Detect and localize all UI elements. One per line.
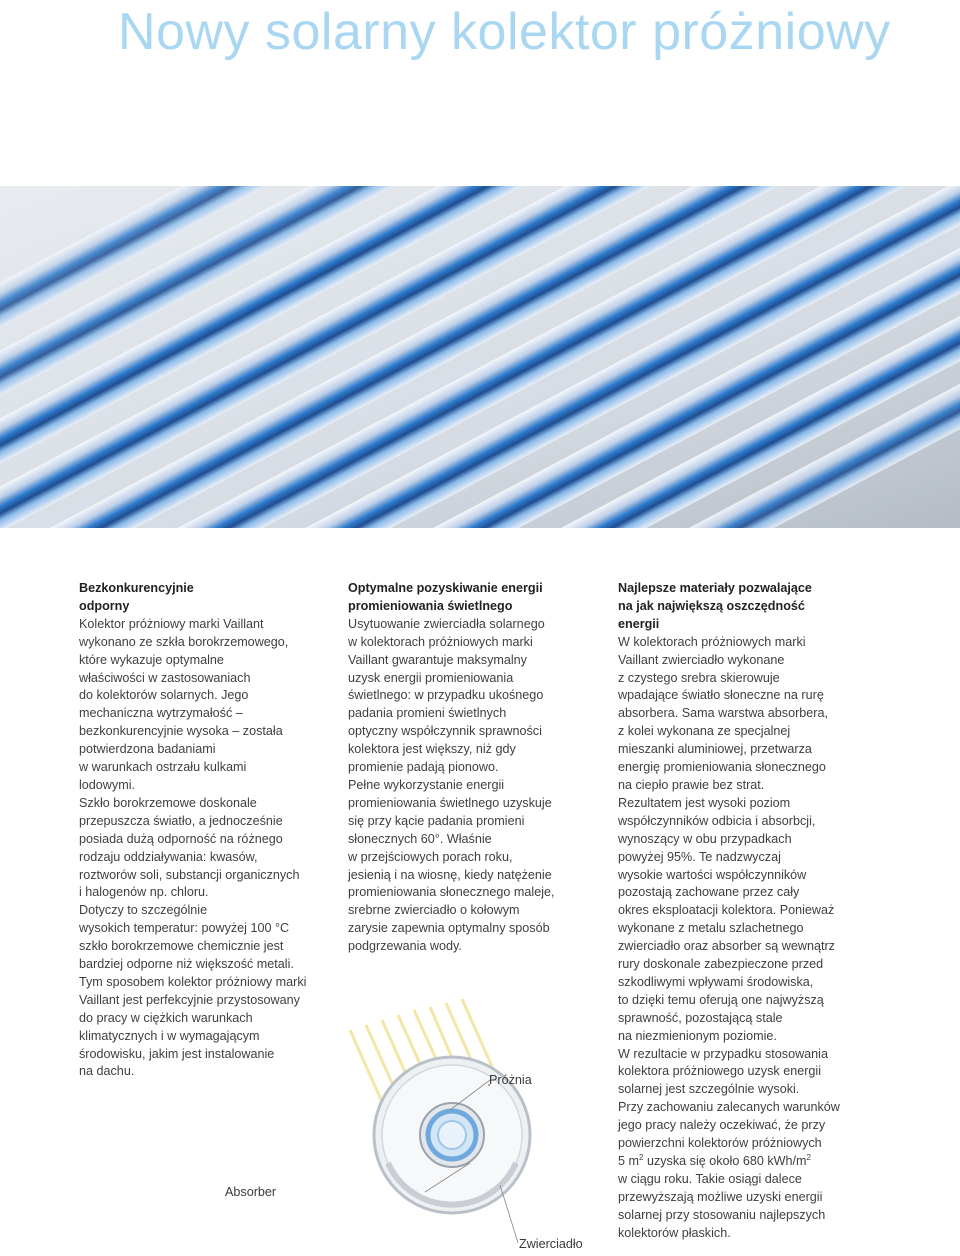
column-heading: Optymalne pozyskiwanie energii promieniowania świetlnego (348, 581, 543, 613)
column-energy-gain (348, 580, 600, 956)
column-body: Usytuowanie zwierciadła solarnego w kolektorach próżniowych marki Vaillant gwarantuje maksymalny uzysk energii promieniowania świetlnego: w przypadku ukośnego padania promieni świetlnych optyczny współczynnik sprawności kolektora jest większy, niż gdy promienie padają pionowo. Pełne wykorzystanie energii promieniowania świetlnego uzyskuje się przy kącie padania promieni słonecznych 60°. Właśnie w przejściowych porach roku, jesienią i na wiosnę, kiedy natężenie promieniowania słonecznego maleje, srebrne zwierciadło o kołowym zarysie zapewnia optymalny sposób podgrzewania wody. (348, 616, 555, 954)
yield-superscript: 2 (806, 1152, 811, 1162)
label-vacuum: Próżnia (489, 1073, 532, 1087)
column-heading: Najlepsze materiały pozwalające na jak największą oszczędność energii (618, 581, 812, 631)
label-mirror: Zwierciadło (519, 1237, 583, 1251)
column-body: W kolektorach próżniowych marki Vaillant zwierciadło wykonane z czystego srebra skierowuje wpadające światło słoneczne na rurę absorbera. Sama warstwa absorbera, z kolei wykonana ze specjalnej mieszanki aluminiowej, przetwarza energię promieniowania słonecznego na ciepło prawie bez strat. Rezultatem jest wysoki poziom współczynników odbicia i absorbcji, wynoszący w obu przypadkach powyżej 95%. Te nadzwyczaj wysokie wartości współczynników pozostają zachowane przez cały okres eksploatacji kolektora. Ponieważ wykonane z metalu szlachetnego zwierciadło oraz absorber są wewnątrz rury doskonale zabezpieczone przed szkodliwymi wpływami środowiska, to dzięki temu oferują one najwyższą sprawność, pozostającą stale na niezmienionym poziomie. W rezultacie w przypadku stosowania kolektora próżniowego uzysk energii solarnej jest szczególnie wysoki. Przy zachowaniu zalecanych warunków jego pracy należy oczekiwać, że przy powierzchni kolektorów próżniowych (618, 634, 840, 1151)
cross-section-graphic (340, 985, 620, 1251)
page-title: Nowy solarny kolektor próżniowy (118, 3, 891, 61)
label-absorber: Absorber (225, 1185, 277, 1199)
column-heading: Bezkonkurencyjnie odporny (79, 581, 194, 613)
area-superscript: 2 (639, 1152, 644, 1162)
area-value: 5 m (618, 1154, 639, 1168)
tube-cross-section-diagram (225, 985, 620, 1251)
yield-text: uzyska się około 680 kWh/m (643, 1154, 807, 1168)
column-durability (79, 580, 331, 1081)
column-body: Kolektor próżniowy marki Vaillant wykonano ze szkła borokrzemowego, które wykazuje optymalne właściwości w zastosowaniach do kolektorów solarnych. Jego mechaniczna wytrzymałość – bezkonkurencyjnie wysoka – została potwierdzona badaniami w warunkach ostrzału kulkami lodowymi. Szkło borokrzemowe doskonale przepuszcza światło, a jednocześnie posiada dużą odporność na różnego rodzaju oddziaływania: kwasów, roztworów soli, substancji organicznych i halogenów np. chloru. Dotyczy to szczególnie wysokich temperatur: powyżej 100 °C szkło borokrzemowe chemicznie jest bardziej odporne niż większość metali. Tym sposobem kolektor próżniowy marki Vaillant jest perfekcyjnie przystosowany do pracy w ciężkich warunkach klimatycznych i w wymagającym środowisku, jakim jest instalowanie na dachu. (79, 616, 307, 1079)
column-yield-line (618, 1153, 873, 1171)
vacuum-tubes-photo (0, 186, 960, 528)
column-materials (618, 580, 873, 1243)
column-body: w ciągu roku. Takie osiągi dalece przewyższają możliwe uzyski energii solarnej przy stosowaniu najlepszych kolektorów płaskich. (618, 1171, 826, 1240)
